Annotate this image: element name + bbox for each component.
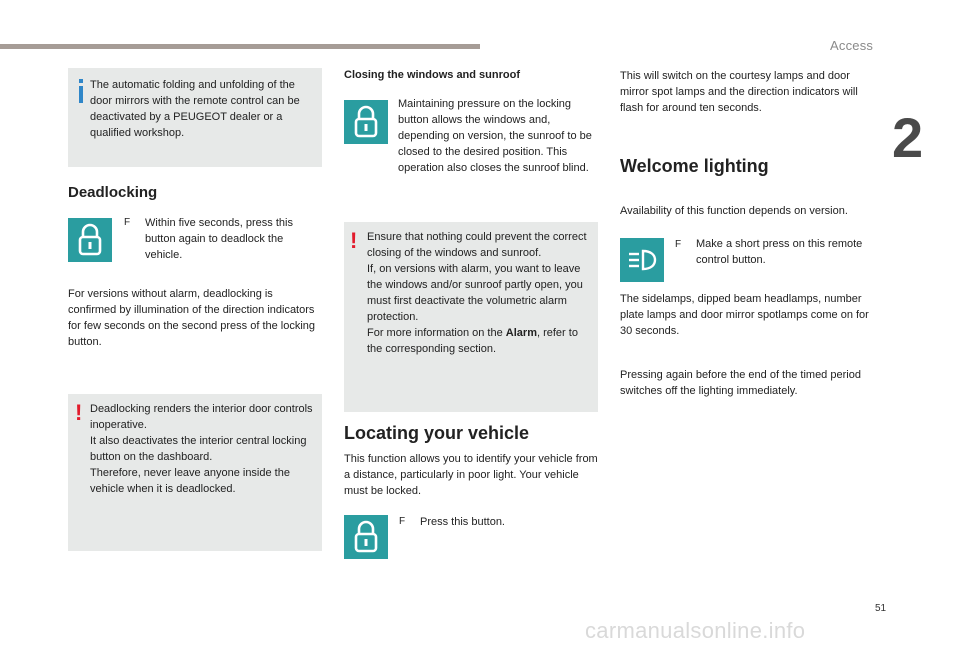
alarm-keyword: Alarm xyxy=(505,327,537,339)
info-icon xyxy=(74,79,88,103)
locating-step-text: Press this button. xyxy=(420,516,505,528)
welcome-step-text: Make a short press on this remote control button. xyxy=(696,238,863,266)
welcome-paragraph-1: The sidelamps, dipped beam headlamps, number plate lamps and door mirror spotlamps come on for 30 seconds. xyxy=(620,293,869,337)
warning-text-pre: For more information on the xyxy=(367,327,506,339)
info-note-text: The automatic folding and unfolding of the door mirrors with the remote control can be deactivated by a PEUGEOT dealer or a qualified workshop. xyxy=(90,79,300,139)
warning-line: Therefore, never leave anyone inside the vehicle when it is deadlocked. xyxy=(90,467,290,495)
padlock-icon xyxy=(77,223,103,257)
padlock-icon xyxy=(353,520,379,554)
locating-text: This function allows you to identify your vehicle from a distance, particularly in poor light. Your vehicle must be locked. xyxy=(344,453,598,497)
header-rule xyxy=(0,44,480,49)
warning-line: Ensure that nothing could prevent the correct closing of the windows and sunroof. xyxy=(367,231,587,259)
warning-line: It also deactivates the interior central locking button on the dashboard. xyxy=(90,435,307,463)
padlock-icon xyxy=(353,105,379,139)
page-number: 51 xyxy=(875,603,887,614)
warning-text-post: , refer to the corresponding section. xyxy=(367,327,578,355)
locating-heading: Locating your vehicle xyxy=(344,423,530,443)
lock-button-tile xyxy=(344,515,388,559)
bullet-marker: F xyxy=(124,217,131,228)
lock-button-tile xyxy=(68,218,112,262)
deadlocking-step-text: Within five seconds, press this button again to deadlock the vehicle. xyxy=(145,217,293,261)
closing-heading: Closing the windows and sunroof xyxy=(344,69,520,81)
warning-icon: ! xyxy=(350,228,358,253)
deadlocking-heading: Deadlocking xyxy=(68,184,158,201)
intro-text: This will switch on the courtesy lamps and door mirror spot lamps and the direction indicators will flash for around ten seconds. xyxy=(620,70,858,114)
welcome-lighting-heading: Welcome lighting xyxy=(620,156,769,176)
warning-text xyxy=(90,401,316,497)
watermark: carmanualsonline.info xyxy=(585,618,806,643)
warning-icon: ! xyxy=(75,400,83,425)
section-title: Access xyxy=(830,38,874,53)
welcome-paragraph-2: Pressing again before the end of the timed period switches off the lighting immediately. xyxy=(620,369,861,397)
warning-line: If, on versions with alarm, you want to leave the windows and/or sunroof partly open, you must first deactivate the volumetric alarm protection. xyxy=(367,263,583,323)
bullet-marker: F xyxy=(399,516,406,527)
availability-text: Availability of this function depends on version. xyxy=(620,205,848,217)
warning-line xyxy=(367,325,589,357)
chapter-number: 2 xyxy=(892,106,924,169)
headlamp-icon xyxy=(627,248,657,272)
bullet-marker: F xyxy=(675,239,682,250)
warning-line: Deadlocking renders the interior door controls inoperative. xyxy=(90,403,313,431)
lock-button-tile xyxy=(344,100,388,144)
deadlocking-paragraph: For versions without alarm, deadlocking is confirmed by illumination of the direction indicators for few seconds on the second press of the locking button. xyxy=(68,288,316,348)
warning-text xyxy=(367,229,589,357)
closing-text: Maintaining pressure on the locking button allows the windows and, depending on version, the sunroof to be closed to the desired position. This operation also closes the sunroof blind. xyxy=(398,98,592,174)
headlamp-button-tile xyxy=(620,238,664,282)
